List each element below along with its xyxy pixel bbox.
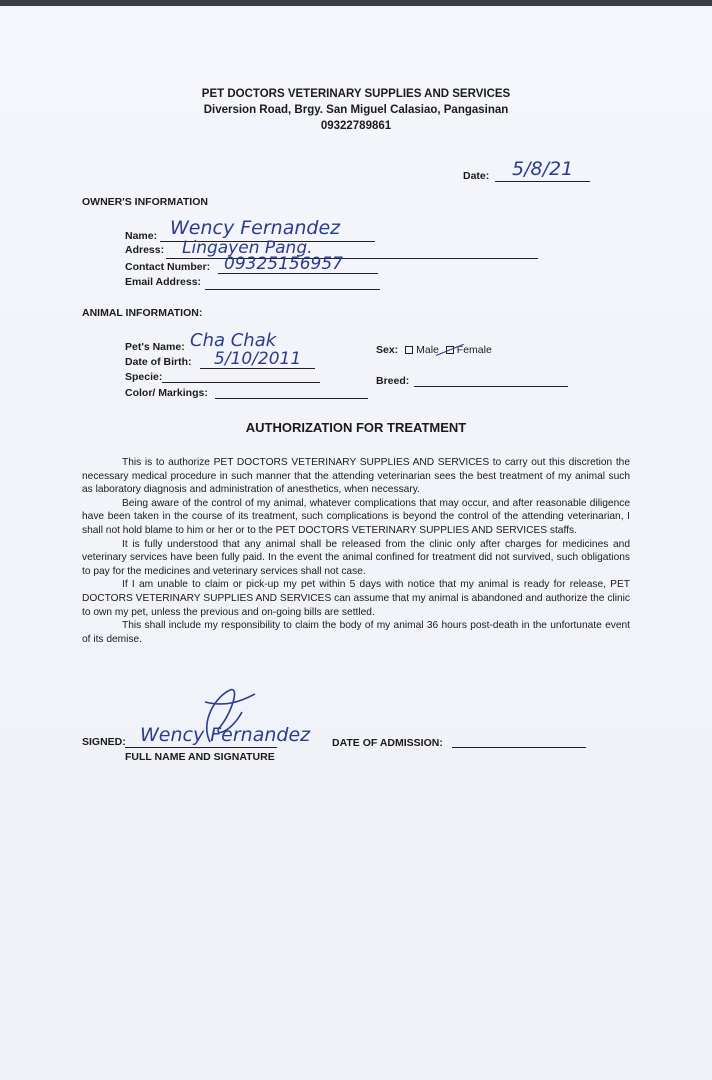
signed-field[interactable]: Wency Fernandez xyxy=(140,724,311,746)
specie-line xyxy=(162,382,320,383)
date-line xyxy=(495,181,590,182)
dob-label: Date of Birth: xyxy=(125,356,192,368)
breed-label: Breed: xyxy=(376,375,410,387)
admission-line xyxy=(452,747,586,748)
authorization-paragraph: This shall include my responsibility to claim the body of my animal 36 hours post-death in the unfortunate event of its demise. xyxy=(82,620,630,645)
business-phone: 09322789861 xyxy=(320,120,392,132)
authorization-body xyxy=(82,456,630,646)
business-name: PET DOCTORS VETERINARY SUPPLIES AND SERVICES xyxy=(201,88,511,100)
authorization-paragraph: It is fully understood that any animal shall be released from the clinic only after charges for medicines and veterinary services have been fully paid. In the event the animal confined for treatment did not survived, such obligations to pay for the medicines and veterinary services shall not case. xyxy=(82,538,630,577)
owner-section-title: OWNER'S INFORMATION xyxy=(82,196,208,208)
contact-field[interactable]: 09325156957 xyxy=(224,254,343,274)
sex-male-label: Male xyxy=(416,344,439,356)
authorization-paragraph: This is to authorize PET DOCTORS VETERINARY SUPPLIES AND SERVICES to carry out this discretion the necessary medical procedure in such manner that the attending veterinarian sees the best treatment of my animal such as laboratory diagnosis and administration of anesthetics, when necessary. xyxy=(82,457,630,496)
owner-name-field[interactable]: Wency Fernandez xyxy=(170,217,341,239)
pet-name-field[interactable]: Cha Chak xyxy=(190,330,277,351)
owner-address-line xyxy=(166,258,538,259)
color-label: Color/ Markings: xyxy=(125,387,208,399)
authorization-paragraph: If I am unable to claim or pick-up my pet within 5 days with notice that my animal is ready for release, PET DOCTORS VETERINARY SUPPLIES AND SERVICES can assume that my animal is abandoned and authorize the clinic to own my pet, unless the previous and on-going bills are settled. xyxy=(82,579,630,618)
owner-name-label: Name: xyxy=(125,230,158,242)
specie-label: Specie: xyxy=(125,371,163,383)
authorization-title: AUTHORIZATION FOR TREATMENT xyxy=(245,420,467,435)
signed-line xyxy=(125,747,277,748)
email-line xyxy=(205,289,380,290)
color-line xyxy=(215,398,368,399)
date-label: Date: xyxy=(463,170,490,182)
authorization-paragraph: Being aware of the control of my animal, whatever complications that may occur, and after reasonable diligence have been taken in the course of its treatment, such complications is beyond the control of the attending veterinarian, I shall not hold blame to him or her or to the PET DOCTORS VETERINARY SUPPLIES AND SERVICES staffs. xyxy=(82,497,630,536)
sex-male-checkbox[interactable] xyxy=(405,346,413,354)
pet-name-label: Pet's Name: xyxy=(125,341,185,353)
sex-label: Sex: xyxy=(376,344,399,356)
sex-female-label: Female xyxy=(456,344,492,356)
signed-label: SIGNED: xyxy=(82,736,126,748)
contact-label: Contact Number: xyxy=(125,261,211,273)
business-address: Diversion Road, Brgy. San Miguel Calasiao, Pangasinan xyxy=(203,104,509,116)
signature-caption: FULL NAME AND SIGNATURE xyxy=(125,751,275,763)
owner-address-field[interactable]: Lingayen Pang. xyxy=(182,238,313,258)
date-value[interactable]: 5/8/21 xyxy=(512,158,574,180)
breed-line xyxy=(414,386,568,387)
scan-edge xyxy=(0,0,712,6)
animal-section-title: ANIMAL INFORMATION: xyxy=(82,307,203,319)
owner-address-label: Adress: xyxy=(125,244,165,256)
sex-row xyxy=(376,344,492,356)
email-label: Email Address: xyxy=(125,276,202,288)
admission-label: DATE OF ADMISSION: xyxy=(332,737,443,749)
dob-field[interactable]: 5/10/2011 xyxy=(214,349,302,369)
